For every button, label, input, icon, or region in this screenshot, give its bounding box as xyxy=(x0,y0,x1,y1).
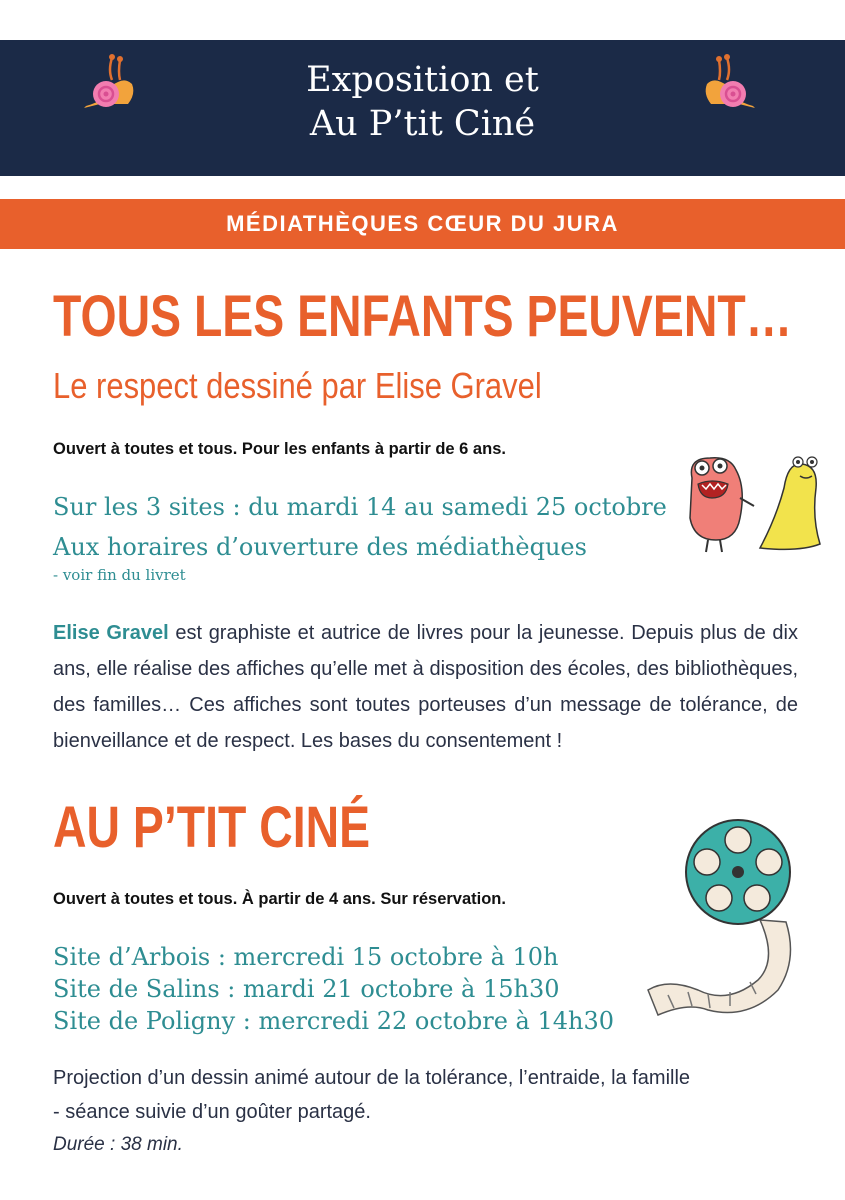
header-banner xyxy=(0,40,845,176)
expo-description xyxy=(53,615,798,759)
session-salins: Site de Salins : mardi 21 octobre à 15h30 xyxy=(53,975,560,1003)
expo-subtitle: Le respect dessiné par Elise Gravel xyxy=(53,365,542,406)
expo-audience: Ouvert à toutes et tous. Pour les enfants à partir de 6 ans. xyxy=(53,440,506,458)
monsters-illustration xyxy=(680,448,830,558)
description-text: est graphiste et autrice de livres pour la jeunesse. Depuis plus de dix ans, elle réalise des affiches qu’elle met à disposition des écoles, des bibliothèques, des familles… Ces affiches sont toutes porteuses d’un message de tolérance, de bienveillance et de respect. Les bases du consentement ! xyxy=(53,622,798,752)
session-poligny: Site de Poligny : mercredi 22 octobre à 14h30 xyxy=(53,1007,614,1035)
expo-note: - voir fin du livret xyxy=(53,566,186,584)
film-reel-illustration xyxy=(638,810,798,1020)
author-name: Elise Gravel xyxy=(53,622,169,644)
snail-illustration-right xyxy=(697,50,761,116)
cine-audience: Ouvert à toutes et tous. À partir de 4 ans. Sur réservation. xyxy=(53,890,506,908)
session-arbois: Site d’Arbois : mercredi 15 octobre à 10h xyxy=(53,943,559,971)
mediatheques-band: MÉDIATHÈQUES CŒUR DU JURA xyxy=(0,199,845,249)
projection-line1: Projection d’un dessin animé autour de la tolérance, l’entraide, la famille xyxy=(53,1067,691,1089)
header-title-line2: Au P’tit Ciné xyxy=(309,104,536,144)
projection-line2: - séance suivie d’un goûter partagé. xyxy=(53,1101,371,1123)
duration: Durée : 38 min. xyxy=(53,1134,183,1155)
expo-dates: Sur les 3 sites : du mardi 14 au samedi 25 octobre xyxy=(53,493,667,521)
header-title-line1: Exposition et xyxy=(306,60,539,100)
expo-title: TOUS LES ENFANTS PEUVENT… xyxy=(53,284,793,349)
cine-title: AU P’TIT CINÉ xyxy=(53,795,371,860)
expo-hours: Aux horaires d’ouverture des médiathèques xyxy=(53,533,587,561)
